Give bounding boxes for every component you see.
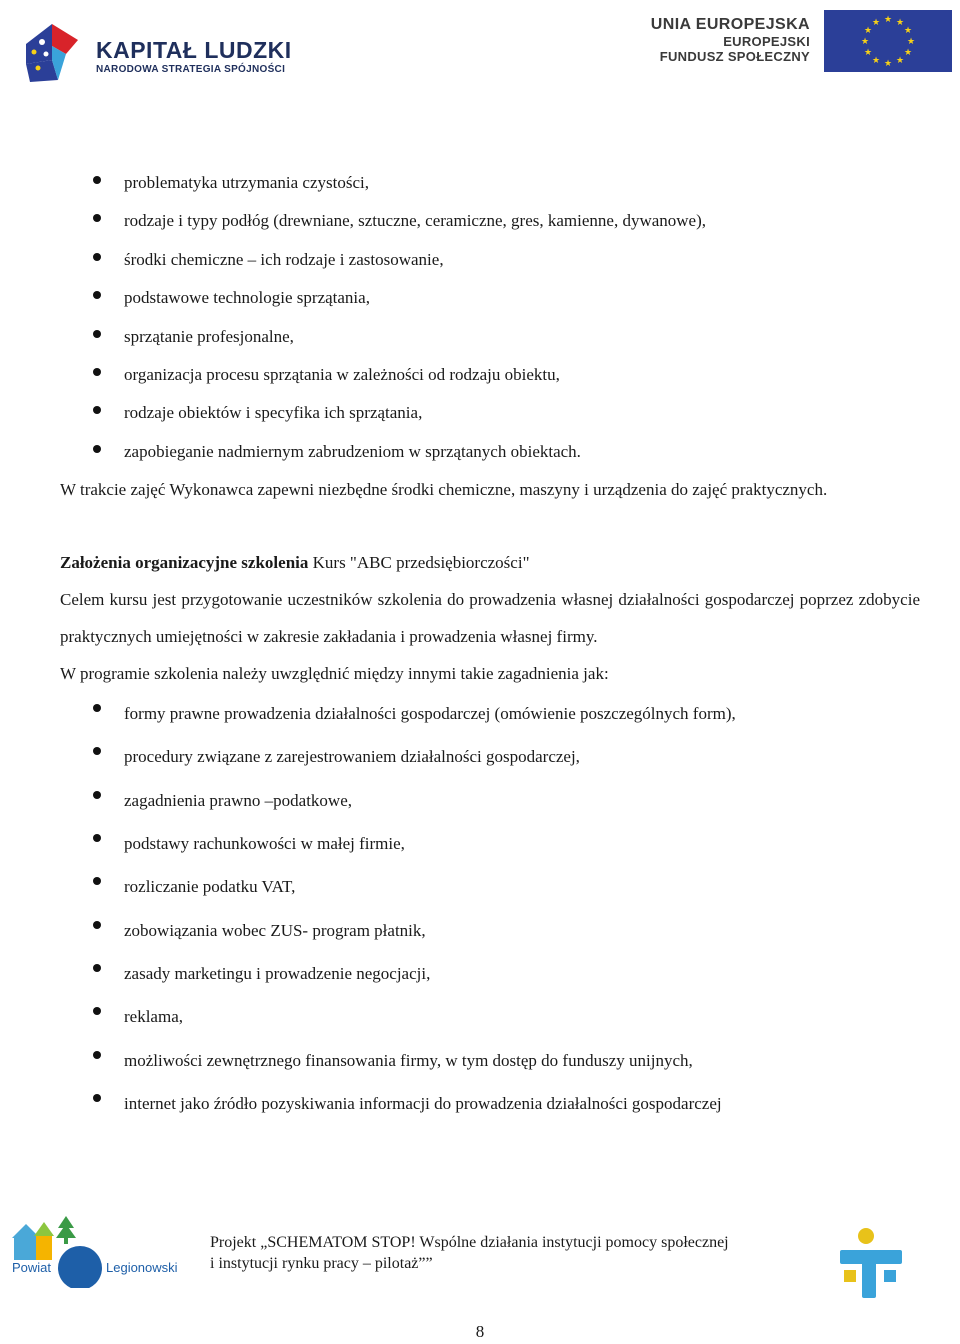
list-item-text: zapobieganie nadmiernym zabrudzeniom w sprzątanych obiektach. xyxy=(124,441,581,461)
svg-text:★: ★ xyxy=(871,56,881,66)
course-goal-paragraph: Celem kursu jest przygotowanie uczestników szkolenia do prowadzenia własnej działalności gospodarczej poprzez zdobycie praktycznych umiejętności w zakresie zakładania i prowadzenia własnej firmy. xyxy=(60,590,920,647)
list-item xyxy=(60,279,920,317)
project-line-1: Projekt „SCHEMATOM STOP! Wspólne działania instytucji pomocy społecznej xyxy=(210,1234,729,1251)
svg-text:★: ★ xyxy=(863,48,873,58)
svg-text:★: ★ xyxy=(883,15,893,25)
project-logo xyxy=(836,1226,906,1300)
cleaning-topics-list xyxy=(60,164,920,471)
svg-text:★: ★ xyxy=(895,56,905,66)
eu-flag-icon xyxy=(824,10,952,72)
svg-text:★: ★ xyxy=(860,37,870,47)
list-item-text: organizacja procesu sprzątania w zależności od rodzaju obiektu, xyxy=(124,364,560,384)
bullet-icon xyxy=(93,176,101,184)
list-item-text: formy prawne prowadzenia działalności gospodarczej (omówienie poszczególnych form), xyxy=(124,704,736,724)
svg-text:★: ★ xyxy=(883,59,893,69)
bullet-icon xyxy=(93,1094,101,1102)
list-item xyxy=(60,356,920,394)
list-item xyxy=(60,952,920,995)
bullet-icon xyxy=(93,253,101,261)
list-item-text: sprzątanie profesjonalne, xyxy=(124,326,294,346)
list-item xyxy=(60,865,920,908)
list-item-text: rozliczanie podatku VAT, xyxy=(124,877,296,897)
list-item xyxy=(60,394,920,432)
eu-line-2: EUROPEJSKI xyxy=(723,34,810,49)
bullet-icon xyxy=(93,964,101,972)
list-item-text: internet jako źródło pozyskiwania informacji do prowadzenia działalności gospodarczej xyxy=(124,1093,722,1113)
list-item-text: podstawy rachunkowości w małej firmie, xyxy=(124,834,405,854)
legionowski-label: Legionowski xyxy=(106,1260,178,1275)
list-item-text: środki chemiczne – ich rodzaje i zastosowanie, xyxy=(124,249,444,269)
list-item-text: zasady marketingu i prowadzenie negocjacji, xyxy=(124,963,431,983)
svg-text:★: ★ xyxy=(906,37,916,47)
list-item-text: problematyka utrzymania czystości, xyxy=(124,173,369,192)
list-item xyxy=(60,1082,920,1125)
program-intro-paragraph: W programie szkolenia należy uwzględnić między innymi takie zagadnienia jak: xyxy=(60,664,609,684)
bullet-icon xyxy=(93,406,101,414)
bullet-icon xyxy=(93,445,101,453)
list-item-text: podstawowe technologie sprzątania, xyxy=(124,288,370,308)
bullet-icon xyxy=(93,921,101,929)
list-item-text: rodzaje i typy podłóg (drewniane, sztuczne, ceramiczne, gres, kamienne, dywanowe), xyxy=(124,211,707,231)
list-item xyxy=(60,779,920,822)
kapital-ludzki-wordmark xyxy=(96,38,292,75)
bullet-icon xyxy=(93,791,101,799)
svg-text:★: ★ xyxy=(903,26,913,36)
document-body xyxy=(60,164,920,1125)
list-item-text: reklama, xyxy=(124,1007,183,1027)
list-item xyxy=(60,995,920,1038)
eu-fund-wordmark xyxy=(651,16,810,64)
list-item xyxy=(60,433,920,471)
powiat-label: Powiat xyxy=(12,1260,52,1275)
svg-text:★: ★ xyxy=(903,48,913,58)
section-heading: Założenia organizacyjne szkolenia xyxy=(60,553,309,573)
bullet-icon xyxy=(93,1051,101,1059)
page-header xyxy=(0,0,960,100)
bullet-icon xyxy=(93,368,101,376)
svg-text:★: ★ xyxy=(871,18,881,28)
bullet-icon xyxy=(93,214,101,222)
list-item-text: zobowiązania wobec ZUS- program płatnik, xyxy=(124,920,426,940)
list-item xyxy=(60,241,920,279)
list-item xyxy=(60,735,920,778)
bullet-icon xyxy=(93,330,101,338)
list-item-text: zagadnienia prawno –podatkowe, xyxy=(124,790,352,810)
section-heading-line xyxy=(60,544,920,581)
bullet-icon xyxy=(93,1007,101,1015)
program-topics-list xyxy=(60,692,920,1125)
kapital-ludzki-logo xyxy=(22,20,82,84)
bullet-icon xyxy=(93,834,101,842)
list-item xyxy=(60,1039,920,1082)
svg-text:★: ★ xyxy=(895,18,905,28)
list-item xyxy=(60,692,920,735)
course-name: Kurs "ABC przedsiębiorczości" xyxy=(308,553,530,573)
list-item-text: procedury związane z zarejestrowaniem działalności gospodarczej, xyxy=(124,747,580,767)
equipment-paragraph: W trakcie zajęć Wykonawca zapewni niezbędne środki chemiczne, maszyny i urządzenia do zajęć praktycznych. xyxy=(60,480,828,500)
page-number: 8 xyxy=(475,1322,485,1341)
bullet-icon xyxy=(93,747,101,755)
eu-line-3: FUNDUSZ SPOŁECZNY xyxy=(659,49,810,64)
list-item xyxy=(60,164,920,202)
list-item xyxy=(60,909,920,952)
bullet-icon xyxy=(93,704,101,712)
list-item xyxy=(60,202,920,240)
kapital-ludzki-subtitle: NARODOWA STRATEGIA SPÓJNOŚCI xyxy=(96,64,286,75)
project-info xyxy=(210,1232,729,1274)
project-line-2: i instytucji rynku pracy – pilotaż”” xyxy=(210,1255,433,1272)
page-footer xyxy=(0,1200,960,1344)
svg-text:★: ★ xyxy=(863,26,873,36)
list-item xyxy=(60,822,920,865)
powiat-legionowski-logo xyxy=(8,1208,188,1288)
bullet-icon xyxy=(93,291,101,299)
list-item-text: możliwości zewnętrznego finansowania firmy, w tym dostęp do funduszy unijnych, xyxy=(124,1050,693,1070)
eu-line-1: UNIA EUROPEJSKA xyxy=(650,16,810,33)
list-item-text: rodzaje obiektów i specyfika ich sprzątania, xyxy=(124,403,423,423)
list-item xyxy=(60,318,920,356)
kapital-ludzki-title: KAPITAŁ LUDZKI xyxy=(96,37,292,63)
bullet-icon xyxy=(93,877,101,885)
